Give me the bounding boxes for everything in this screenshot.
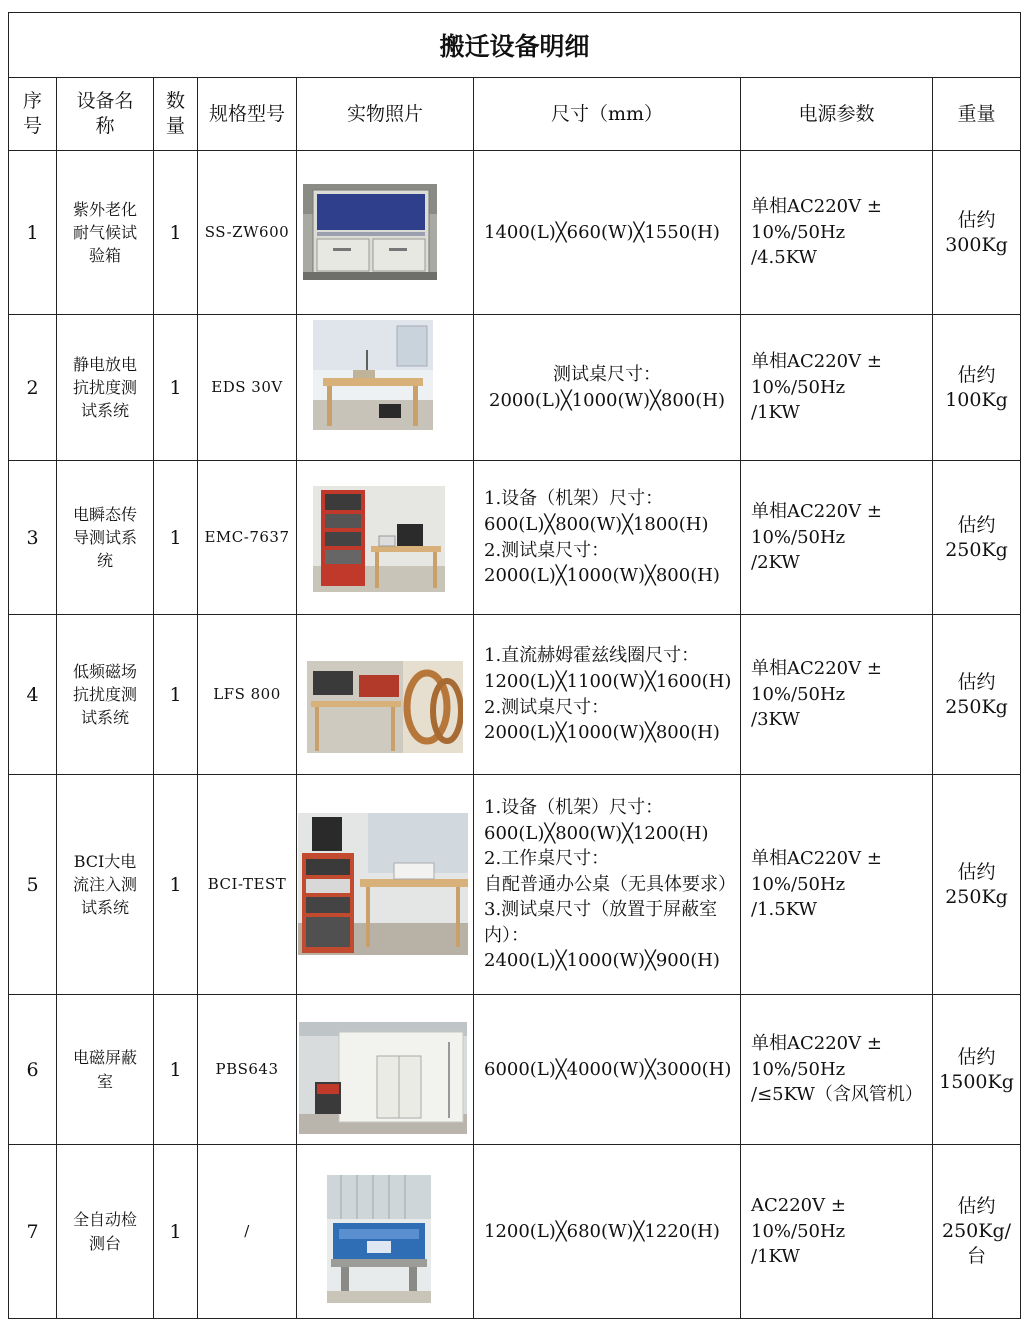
model-number: / (198, 1145, 297, 1319)
weight-line: 估约 (957, 860, 996, 883)
power-line: /≤5KW（含风管机） (751, 1084, 923, 1106)
size-cell (474, 615, 741, 775)
equipment-name: 紫外老化耐气候试验箱 (57, 151, 154, 315)
quantity: 1 (154, 775, 198, 995)
table-row (9, 995, 1021, 1145)
model-number: EMC-7637 (198, 461, 297, 615)
equipment-name: 低频磁场抗扰度测试系统 (57, 615, 154, 775)
table-row (9, 1145, 1021, 1319)
table-row (9, 775, 1021, 995)
equipment-photo (297, 461, 474, 615)
size-line: 2.测试桌尺寸： (484, 539, 610, 561)
weight-cell (933, 151, 1021, 315)
size-cell (474, 1145, 741, 1319)
quantity: 1 (154, 995, 198, 1145)
weight-cell (933, 775, 1021, 995)
power-cell (741, 995, 933, 1145)
header-weight: 重量 (933, 78, 1021, 151)
esd-test-table-photo (313, 320, 433, 430)
size-line: 1400(L)╳660(W)╳1550(H) (484, 221, 720, 243)
size-line: 600(L)╳800(W)╳1800(H) (484, 513, 709, 535)
table-row (9, 315, 1021, 461)
shielded-room-photo (299, 1022, 467, 1134)
row-index: 6 (9, 995, 57, 1145)
weight-cell (933, 461, 1021, 615)
size-line: 2.工作桌尺寸： (484, 848, 610, 870)
table-row (9, 151, 1021, 315)
size-line: 2000(L)╳1000(W)╳800(H) (489, 389, 725, 411)
power-line: 10%/50Hz (751, 1058, 846, 1080)
power-line: /2KW (751, 552, 800, 574)
size-line: 1.直流赫姆霍兹线圈尺寸： (484, 645, 700, 667)
equipment-photo (297, 1145, 474, 1319)
power-line: 10%/50Hz (751, 873, 846, 895)
weight-line: 250Kg (945, 538, 1008, 561)
model-number: LFS 800 (198, 615, 297, 775)
header-name: 设备名称 (57, 78, 154, 151)
row-index: 5 (9, 775, 57, 995)
row-index: 2 (9, 315, 57, 461)
weight-line: 估约 (957, 1195, 996, 1218)
quantity: 1 (154, 461, 198, 615)
row-index: 7 (9, 1145, 57, 1319)
weight-cell (933, 615, 1021, 775)
page-title: 搬迁设备明细 (9, 13, 1021, 78)
auto-test-bench-photo (327, 1175, 431, 1303)
equipment-table (8, 12, 1021, 1319)
size-line: 2000(L)╳1000(W)╳800(H) (484, 565, 720, 587)
quantity: 1 (154, 315, 198, 461)
size-line: 测试桌尺寸： (553, 363, 661, 385)
power-line: 单相AC220V ± (751, 1033, 882, 1055)
power-line: 单相AC220V ± (751, 848, 882, 870)
weight-line: 1500Kg (939, 1070, 1014, 1093)
size-line: 600(L)╳800(W)╳1200(H) (484, 822, 709, 844)
transient-test-rack-photo (313, 486, 445, 592)
power-line: 单相AC220V ± (751, 658, 882, 680)
uv-aging-chamber-photo (303, 184, 437, 280)
size-cell (474, 995, 741, 1145)
size-cell (474, 315, 741, 461)
power-line: 10%/50Hz (751, 526, 846, 548)
power-cell (741, 775, 933, 995)
size-line: 6000(L)╳4000(W)╳3000(H) (484, 1058, 732, 1080)
equipment-photo (297, 995, 474, 1145)
equipment-name: 电磁屏蔽室 (57, 995, 154, 1145)
weight-line: 100Kg (945, 388, 1008, 411)
size-cell (474, 775, 741, 995)
size-line: 1200(L)╳1100(W)╳1600(H) (484, 670, 732, 692)
model-number: EDS 30V (198, 315, 297, 461)
size-line: 2.测试桌尺寸： (484, 696, 610, 718)
size-line: 2000(L)╳1000(W)╳800(H) (484, 722, 720, 744)
power-line: /1KW (751, 402, 800, 424)
power-line: 单相AC220V ± (751, 196, 882, 218)
equipment-name: 全自动检测台 (57, 1145, 154, 1319)
power-line: 10%/50Hz (751, 683, 846, 705)
power-line: 10%/50Hz (751, 221, 846, 243)
quantity: 1 (154, 615, 198, 775)
weight-line: 估约 (957, 513, 996, 536)
helmholtz-coil-photo (307, 661, 463, 753)
header-size: 尺寸（mm） (474, 78, 741, 151)
power-cell (741, 315, 933, 461)
header-qty: 数量 (154, 78, 198, 151)
model-number: SS-ZW600 (198, 151, 297, 315)
size-line: 1.设备（机架）尺寸： (484, 488, 664, 510)
size-cell (474, 461, 741, 615)
header-photo: 实物照片 (297, 78, 474, 151)
power-line: /1.5KW (751, 899, 817, 921)
equipment-name: BCI大电流注入测试系统 (57, 775, 154, 995)
power-line: /1KW (751, 1246, 800, 1268)
quantity: 1 (154, 1145, 198, 1319)
row-index: 4 (9, 615, 57, 775)
weight-line: 估约 (957, 670, 996, 693)
weight-line: 估约 (957, 363, 996, 386)
weight-line: 250Kg (945, 885, 1008, 908)
size-line: 2400(L)╳1000(W)╳900(H) (484, 950, 720, 972)
table-row (9, 461, 1021, 615)
weight-cell (933, 1145, 1021, 1319)
power-line: 10%/50Hz (751, 376, 846, 398)
row-index: 1 (9, 151, 57, 315)
equipment-photo (297, 615, 474, 775)
header-index: 序号 (9, 78, 57, 151)
size-line: 1.设备（机架）尺寸： (484, 797, 664, 819)
weight-line: 250Kg (945, 695, 1008, 718)
power-cell (741, 461, 933, 615)
weight-cell (933, 995, 1021, 1145)
power-line: /3KW (751, 709, 800, 731)
header-model: 规格型号 (198, 78, 297, 151)
power-line: 单相AC220V ± (751, 501, 882, 523)
power-cell (741, 1145, 933, 1319)
equipment-name: 电瞬态传导测试系统 (57, 461, 154, 615)
equipment-photo (297, 315, 474, 461)
equipment-photo (297, 775, 474, 995)
bci-test-system-photo (298, 813, 468, 955)
size-line: 3.测试桌尺寸（放置于屏蔽室内）： (484, 899, 718, 946)
power-line: AC220V ± 10%/50Hz (751, 1195, 846, 1242)
model-number: BCI-TEST (198, 775, 297, 995)
header-row (9, 78, 1021, 151)
quantity: 1 (154, 151, 198, 315)
model-number: PBS643 (198, 995, 297, 1145)
power-cell (741, 615, 933, 775)
weight-line: 估约 (957, 208, 996, 231)
power-line: 单相AC220V ± (751, 351, 882, 373)
equipment-photo (297, 151, 474, 315)
table-row (9, 615, 1021, 775)
weight-line: 250Kg/台 (941, 1220, 1012, 1267)
power-line: /4.5KW (751, 247, 817, 269)
row-index: 3 (9, 461, 57, 615)
size-line: 1200(L)╳680(W)╳1220(H) (484, 1220, 720, 1242)
weight-line: 300Kg (945, 233, 1008, 256)
equipment-name: 静电放电抗扰度测试系统 (57, 315, 154, 461)
power-cell (741, 151, 933, 315)
weight-line: 估约 (957, 1045, 996, 1068)
header-power: 电源参数 (741, 78, 933, 151)
size-line: 自配普通办公桌（无具体要求） (484, 873, 736, 895)
weight-cell (933, 315, 1021, 461)
size-cell (474, 151, 741, 315)
